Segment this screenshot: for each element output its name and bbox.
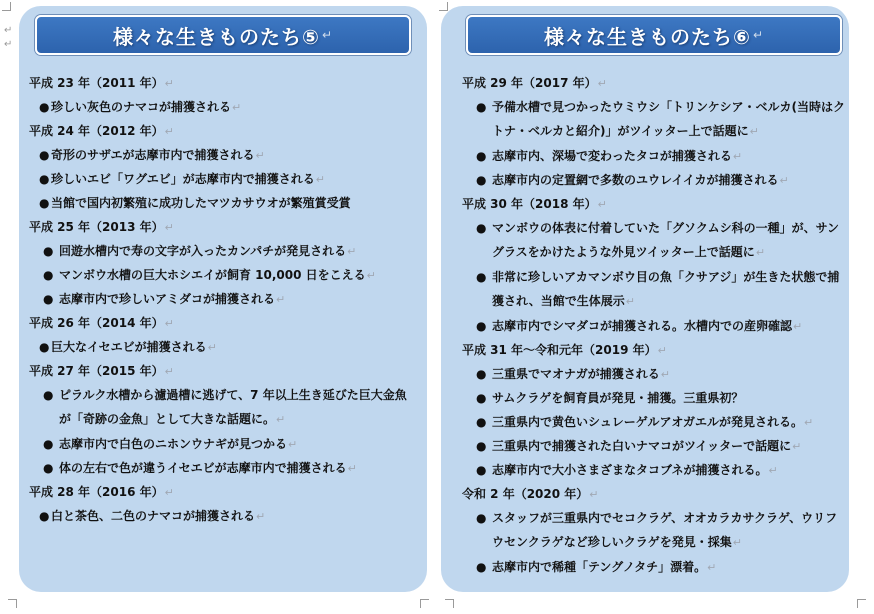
- bullet-icon: ●: [39, 340, 50, 354]
- bullet-icon: ●: [476, 149, 487, 163]
- year-heading: 平成 24 年（2012 年）↵: [29, 124, 174, 138]
- return-icon: ↵: [366, 269, 376, 282]
- return-icon: ↵: [792, 440, 802, 453]
- return-icon: ↵: [660, 368, 670, 381]
- return-icon: ↵: [347, 245, 357, 258]
- bullet-icon: ●: [476, 391, 487, 405]
- bullet-icon: ●: [43, 388, 54, 402]
- bullet-icon: ●: [476, 511, 487, 525]
- list-item: ● 回遊水槽内で寿の文字が入ったカンパチが発見される↵: [29, 239, 414, 263]
- page-right: [437, 0, 874, 614]
- bullet-icon: ●: [39, 509, 50, 523]
- return-icon: ↵: [597, 77, 607, 90]
- crop-mark: [445, 599, 454, 608]
- return-icon: ↵: [768, 464, 778, 477]
- return-icon: ↵: [597, 198, 607, 211]
- list-item: ● 当館で国内初繁殖に成功したマツカサウオが繁殖賞受賞: [29, 191, 414, 215]
- list-item: ● 志摩市内、深場で変わったタコが捕獲される↵: [462, 144, 847, 168]
- list-item: ● マンボウ水槽の巨大ホシエイが飼育 10,000 日をこえる↵: [29, 263, 414, 287]
- timeline-list: [29, 71, 414, 528]
- list-item: ● 志摩市内で稀種「テングノタチ」漂着。↵: [462, 555, 847, 579]
- page-title: 様々な生きものたち⑤ ↵: [35, 15, 411, 55]
- list-item: ● 体の左右で色が違うイセエビが志摩市内で捕獲される↵: [29, 456, 414, 480]
- list-item: ● 志摩市内で珍しいアミダコが捕獲される↵: [29, 287, 414, 311]
- return-icon: ↵: [288, 438, 298, 451]
- list-item: ● 非常に珍しいアカマンボウ目の魚「クサアジ」が生きた状態で捕獲され、当館で生体展示↵: [462, 265, 847, 314]
- year-heading: 平成 31 年～令和元年（2019 年）↵: [462, 343, 667, 357]
- return-icon: ↵: [752, 28, 764, 42]
- bullet-icon: ●: [39, 100, 50, 114]
- bullet-icon: ●: [43, 268, 54, 282]
- list-item: ● 三重県内で捕獲された白いナマコがツイッターで話題に↵: [462, 434, 847, 458]
- return-icon: ↵: [707, 561, 717, 574]
- paragraph-mark: ↵: [4, 25, 13, 36]
- return-icon: ↵: [315, 173, 325, 186]
- return-icon: ↵: [255, 149, 265, 162]
- list-item: ● マンボウの体表に付着していた「グソクムシ科の一種」が、サングラスをかけたような外見ツイッター上で話題に↵: [462, 216, 847, 265]
- year-heading: 平成 30 年（2018 年）↵: [462, 197, 607, 211]
- list-item: ● 三重県内で黄色いシュレーゲルアオガエルが発見される。↵: [462, 410, 847, 434]
- crop-mark: [857, 599, 866, 608]
- return-icon: ↵: [207, 341, 217, 354]
- bullet-icon: ●: [476, 221, 487, 235]
- bullet-icon: ●: [43, 437, 54, 451]
- year-heading: 平成 25 年（2013 年）↵: [29, 220, 174, 234]
- list-item: ● 巨大なイセエビが捕獲される↵: [29, 335, 414, 359]
- list-item: ● 珍しい灰色のナマコが捕獲される↵: [29, 95, 414, 119]
- bullet-icon: ●: [43, 461, 54, 475]
- return-icon: ↵: [164, 125, 174, 138]
- return-icon: ↵: [657, 344, 667, 357]
- list-item: ● 珍しいエビ「ワグエビ」が志摩市内で捕獲される↵: [29, 167, 414, 191]
- return-icon: ↵: [321, 28, 333, 42]
- crop-mark: [439, 2, 448, 11]
- list-item: ● 志摩市内でシマダコが捕獲される。水槽内での産卵確認↵: [462, 314, 847, 338]
- list-item: ● 奇形のサザエが志摩市内で捕獲される↵: [29, 143, 414, 167]
- bullet-icon: ●: [476, 319, 487, 333]
- return-icon: ↵: [232, 101, 242, 114]
- return-icon: ↵: [749, 125, 759, 138]
- list-item: ● スタッフが三重県内でセコクラゲ、オオカラカサクラゲ、ウリフウセンクラゲなど珍しいクラゲを発見・採集↵: [462, 506, 847, 555]
- crop-mark: [8, 599, 17, 608]
- bullet-icon: ●: [476, 463, 487, 477]
- bullet-icon: ●: [476, 415, 487, 429]
- return-icon: ↵: [164, 317, 174, 330]
- bullet-icon: ●: [39, 196, 50, 210]
- return-icon: ↵: [164, 365, 174, 378]
- timeline-list: [462, 71, 847, 579]
- return-icon: ↵: [732, 536, 742, 549]
- return-icon: ↵: [755, 246, 766, 259]
- bullet-icon: ●: [476, 270, 487, 284]
- return-icon: ↵: [793, 320, 803, 333]
- return-icon: ↵: [732, 150, 743, 163]
- year-heading: 平成 26 年（2014 年）↵: [29, 316, 174, 330]
- return-icon: ↵: [589, 488, 599, 501]
- return-icon: ↵: [256, 510, 266, 523]
- bullet-icon: ●: [39, 172, 50, 186]
- bullet-icon: ●: [476, 439, 487, 453]
- crop-mark: [2, 2, 11, 11]
- year-heading: 平成 28 年（2016 年）↵: [29, 485, 174, 499]
- list-item: ● サムクラゲを飼育員が発見・捕獲。三重県初？: [462, 386, 847, 410]
- year-heading: 平成 27 年（2015 年）↵: [29, 364, 174, 378]
- return-icon: ↵: [164, 221, 174, 234]
- year-heading: 令和 2 年（2020 年）↵: [462, 487, 599, 501]
- list-item: ● 志摩市内で白色のニホンウナギが見つかる↵: [29, 432, 414, 456]
- bullet-icon: ●: [43, 244, 54, 258]
- list-item: ● 予備水槽で見つかったウミウシ「トリンケシア・ベルカ(当時はクトナ・ベルカと紹介)」がツイッター上で話題に↵: [462, 95, 847, 144]
- list-item: ● ピラルク水槽から濾過槽に逃げて、7 年以上生き延びた巨大金魚が「奇跡の金魚」として大きな話題に。↵: [29, 383, 414, 432]
- crop-mark: [420, 599, 429, 608]
- bullet-icon: ●: [43, 292, 54, 306]
- return-icon: ↵: [164, 486, 174, 499]
- list-item: ● 白と茶色、二色のナマコが捕獲される↵: [29, 504, 414, 528]
- return-icon: ↵: [625, 295, 635, 308]
- year-heading: 平成 23 年（2011 年）↵: [29, 76, 174, 90]
- bullet-icon: ●: [476, 100, 487, 114]
- list-item: ● 志摩市内の定置網で多数のユウレイイカが捕獲される↵: [462, 168, 847, 192]
- return-icon: ↵: [804, 416, 814, 429]
- bullet-icon: ●: [476, 367, 487, 381]
- bullet-icon: ●: [476, 173, 487, 187]
- page-title: 様々な生きものたち⑥ ↵: [466, 15, 842, 55]
- bullet-icon: ●: [39, 148, 50, 162]
- return-icon: ↵: [164, 77, 174, 90]
- paragraph-mark: ↵: [4, 39, 13, 50]
- bullet-icon: ●: [476, 560, 487, 574]
- year-heading: 平成 29 年（2017 年）↵: [462, 76, 607, 90]
- list-item: ● 志摩市内で大小さまざまなタコブネが捕獲される。↵: [462, 458, 847, 482]
- return-icon: ↵: [276, 293, 286, 306]
- list-item: ● 三重県でマオナガが捕獲される↵: [462, 362, 847, 386]
- return-icon: ↵: [276, 413, 286, 426]
- return-icon: ↵: [347, 462, 357, 475]
- return-icon: ↵: [779, 174, 789, 187]
